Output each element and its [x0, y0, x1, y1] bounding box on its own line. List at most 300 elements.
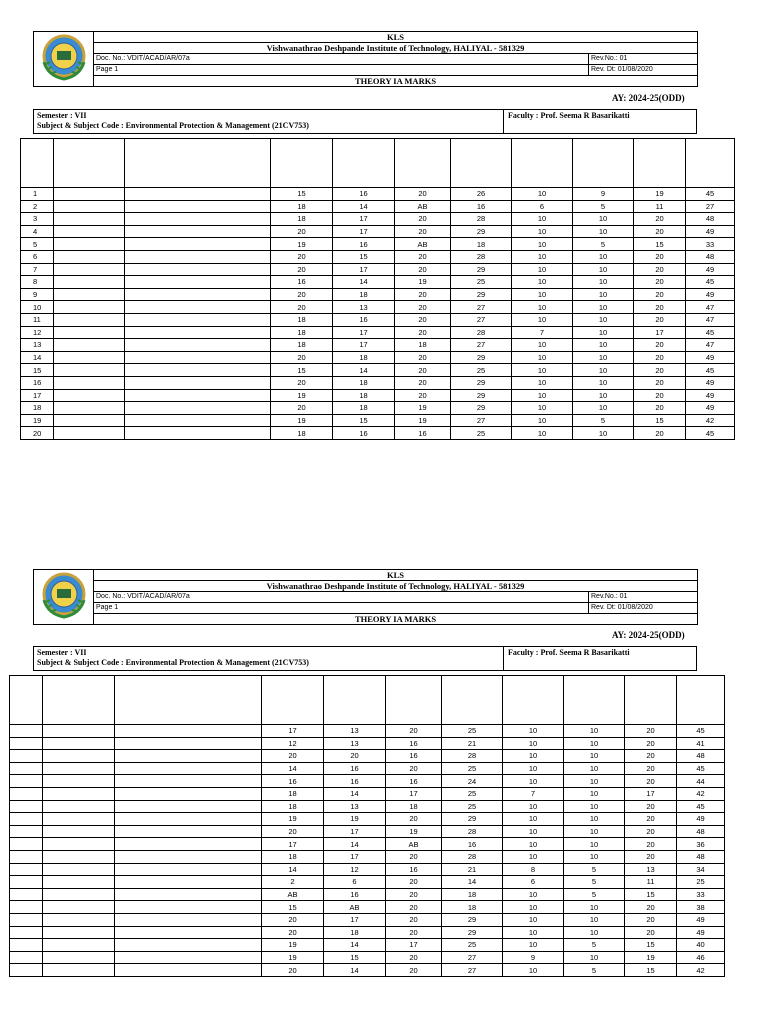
- mark-cell: 20: [634, 339, 686, 352]
- mark-cell: 18: [386, 800, 442, 813]
- institute-name: Vishwanathrao Deshpande Institute of Technology, HALIYAL - 581329: [94, 43, 698, 54]
- mark-cell: 20: [386, 762, 442, 775]
- blank-cell: [115, 838, 262, 851]
- document-header-2: [33, 569, 698, 625]
- mark-cell: 48: [677, 825, 725, 838]
- mark-cell: 27: [686, 200, 735, 213]
- serial-number-cell: [10, 800, 43, 813]
- mark-cell: 45: [686, 326, 735, 339]
- mark-cell: 17: [333, 339, 395, 352]
- mark-cell: 18: [271, 313, 333, 326]
- column-header-cell: [503, 676, 564, 725]
- mark-cell: 49: [686, 389, 735, 402]
- mark-cell: 10: [564, 762, 625, 775]
- table-row: [10, 762, 725, 775]
- mark-cell: 20: [634, 301, 686, 314]
- mark-cell: 14: [333, 276, 395, 289]
- mark-cell: 38: [677, 901, 725, 914]
- mark-cell: 10: [573, 402, 634, 415]
- mark-cell: 10: [512, 351, 573, 364]
- mark-cell: 15: [271, 364, 333, 377]
- mark-cell: 15: [625, 888, 677, 901]
- mark-cell: 10: [512, 238, 573, 251]
- mark-cell: 25: [451, 427, 512, 440]
- mark-cell: 6: [324, 876, 386, 889]
- mark-cell: 20: [625, 838, 677, 851]
- mark-cell: 33: [677, 888, 725, 901]
- table-row: [10, 876, 725, 889]
- mark-cell: 29: [442, 813, 503, 826]
- blank-cell: [115, 926, 262, 939]
- mark-cell: 49: [677, 926, 725, 939]
- mark-cell: 10: [512, 376, 573, 389]
- mark-cell: 20: [395, 364, 451, 377]
- mark-cell: AB: [395, 238, 451, 251]
- mark-cell: 49: [686, 263, 735, 276]
- mark-cell: 10: [573, 376, 634, 389]
- mark-cell: 17: [634, 326, 686, 339]
- mark-cell: 20: [386, 926, 442, 939]
- mark-cell: 24: [442, 775, 503, 788]
- mark-cell: 20: [634, 351, 686, 364]
- serial-number-cell: [10, 939, 43, 952]
- mark-cell: 10: [512, 276, 573, 289]
- serial-number-cell: 6: [21, 250, 54, 263]
- mark-cell: 18: [442, 888, 503, 901]
- mark-cell: 20: [271, 351, 333, 364]
- mark-cell: 20: [634, 225, 686, 238]
- column-header-cell: [324, 676, 386, 725]
- mark-cell: 14: [324, 964, 386, 977]
- mark-cell: 10: [512, 414, 573, 427]
- mark-cell: 10: [512, 188, 573, 201]
- mark-cell: 19: [262, 951, 324, 964]
- mark-cell: 19: [386, 825, 442, 838]
- mark-cell: 20: [395, 188, 451, 201]
- mark-cell: 10: [564, 813, 625, 826]
- mark-cell: 16: [386, 750, 442, 763]
- table-row: [10, 901, 725, 914]
- mark-cell: 10: [503, 825, 564, 838]
- mark-cell: 29: [451, 263, 512, 276]
- rev-number: Rev.No.: 01: [589, 54, 698, 65]
- mark-cell: 10: [564, 800, 625, 813]
- mark-cell: AB: [324, 901, 386, 914]
- mark-cell: 18: [333, 288, 395, 301]
- mark-cell: 20: [395, 313, 451, 326]
- mark-cell: 16: [386, 863, 442, 876]
- serial-number-cell: [10, 813, 43, 826]
- blank-cell: [43, 939, 115, 952]
- serial-number-cell: [10, 901, 43, 914]
- blank-cell: [43, 876, 115, 889]
- mark-cell: 20: [271, 376, 333, 389]
- blank-cell: [115, 964, 262, 977]
- blank-cell: [43, 901, 115, 914]
- mark-cell: 48: [686, 250, 735, 263]
- mark-cell: 16: [442, 838, 503, 851]
- mark-cell: 10: [503, 737, 564, 750]
- mark-cell: 10: [564, 750, 625, 763]
- mark-cell: 20: [395, 351, 451, 364]
- serial-number-cell: [10, 750, 43, 763]
- mark-cell: 18: [271, 326, 333, 339]
- mark-cell: 20: [395, 288, 451, 301]
- mark-cell: 10: [573, 326, 634, 339]
- mark-cell: 15: [634, 414, 686, 427]
- mark-cell: 25: [442, 800, 503, 813]
- subject-box: [33, 646, 697, 671]
- rev-date: Rev. Dt: 01/08/2020: [589, 603, 698, 614]
- blank-cell: [43, 800, 115, 813]
- mark-cell: 20: [625, 762, 677, 775]
- mark-cell: 18: [271, 339, 333, 352]
- mark-cell: 14: [262, 863, 324, 876]
- mark-cell: 20: [395, 376, 451, 389]
- mark-cell: 13: [625, 863, 677, 876]
- semester-label: Semester : VII: [37, 111, 87, 120]
- mark-cell: 5: [573, 238, 634, 251]
- mark-cell: 5: [564, 876, 625, 889]
- mark-cell: 45: [686, 427, 735, 440]
- mark-cell: 10: [512, 313, 573, 326]
- mark-cell: 17: [262, 838, 324, 851]
- mark-cell: 18: [262, 800, 324, 813]
- mark-cell: 14: [324, 939, 386, 952]
- mark-cell: 29: [451, 402, 512, 415]
- blank-cell: [115, 939, 262, 952]
- mark-cell: 25: [442, 939, 503, 952]
- mark-cell: 33: [686, 238, 735, 251]
- mark-cell: 18: [333, 376, 395, 389]
- mark-cell: 10: [512, 288, 573, 301]
- logo-cell: [34, 570, 94, 625]
- mark-cell: 42: [677, 787, 725, 800]
- mark-cell: 10: [512, 339, 573, 352]
- mark-cell: 20: [395, 389, 451, 402]
- mark-cell: 16: [333, 427, 395, 440]
- mark-cell: 21: [442, 863, 503, 876]
- serial-number-cell: [10, 737, 43, 750]
- mark-cell: 17: [386, 939, 442, 952]
- academic-year: AY: 2024-25(ODD): [612, 630, 685, 640]
- mark-cell: 45: [677, 725, 725, 738]
- mark-cell: 2: [262, 876, 324, 889]
- marks-table-2: [9, 675, 725, 977]
- mark-cell: 18: [262, 787, 324, 800]
- mark-cell: 49: [686, 351, 735, 364]
- mark-cell: 10: [503, 800, 564, 813]
- mark-cell: 7: [512, 326, 573, 339]
- subject-label: Subject & Subject Code : Environmental Protection & Management (21CV753): [37, 120, 309, 130]
- mark-cell: 18: [262, 850, 324, 863]
- mark-cell: 12: [262, 737, 324, 750]
- rev-date: Rev. Dt: 01/08/2020: [589, 65, 698, 76]
- mark-cell: 19: [625, 951, 677, 964]
- mark-cell: 29: [451, 351, 512, 364]
- mark-cell: 20: [625, 750, 677, 763]
- mark-cell: 26: [451, 188, 512, 201]
- table-row: [10, 850, 725, 863]
- mark-cell: 49: [686, 402, 735, 415]
- mark-cell: 20: [395, 263, 451, 276]
- mark-cell: 20: [634, 213, 686, 226]
- mark-cell: 10: [503, 939, 564, 952]
- mark-cell: 19: [395, 414, 451, 427]
- mark-cell: 20: [634, 288, 686, 301]
- mark-cell: 18: [451, 238, 512, 251]
- mark-cell: 5: [564, 964, 625, 977]
- page-number: Page 1: [94, 65, 589, 76]
- mark-cell: 20: [625, 813, 677, 826]
- mark-cell: 20: [262, 964, 324, 977]
- mark-cell: 17: [324, 825, 386, 838]
- blank-cell: [115, 762, 262, 775]
- serial-number-cell: 18: [21, 402, 54, 415]
- mark-cell: 20: [395, 225, 451, 238]
- mark-cell: 45: [677, 762, 725, 775]
- table-row: [10, 725, 725, 738]
- mark-cell: 40: [677, 939, 725, 952]
- mark-cell: 18: [324, 926, 386, 939]
- mark-cell: 10: [564, 775, 625, 788]
- mark-cell: 29: [451, 376, 512, 389]
- mark-cell: 25: [451, 276, 512, 289]
- blank-cell: [115, 901, 262, 914]
- serial-number-cell: 8: [21, 276, 54, 289]
- column-header-cell: [262, 676, 324, 725]
- doc-number: Doc. No.: VDIT/ACAD/AR/07a: [94, 592, 589, 603]
- mark-cell: 29: [451, 389, 512, 402]
- table-row: [10, 825, 725, 838]
- blank-cell: [115, 787, 262, 800]
- mark-cell: 10: [503, 775, 564, 788]
- mark-cell: 20: [634, 250, 686, 263]
- serial-number-cell: 20: [21, 427, 54, 440]
- blank-cell: [43, 737, 115, 750]
- mark-cell: 20: [625, 913, 677, 926]
- mark-cell: 20: [625, 926, 677, 939]
- mark-cell: AB: [395, 200, 451, 213]
- semester-label: Semester : VII: [37, 648, 87, 657]
- mark-cell: 29: [451, 225, 512, 238]
- mark-cell: 10: [503, 750, 564, 763]
- document-title: THEORY IA MARKS: [94, 76, 698, 87]
- mark-cell: 17: [333, 213, 395, 226]
- mark-cell: 13: [324, 725, 386, 738]
- blank-cell: [43, 888, 115, 901]
- serial-number-cell: 12: [21, 326, 54, 339]
- serial-number-cell: 17: [21, 389, 54, 402]
- mark-cell: 10: [564, 951, 625, 964]
- mark-cell: 20: [386, 725, 442, 738]
- mark-cell: 49: [677, 813, 725, 826]
- org-name: KLS: [94, 570, 698, 581]
- mark-cell: AB: [262, 888, 324, 901]
- column-header-cell: [43, 676, 115, 725]
- mark-cell: 10: [573, 288, 634, 301]
- mark-cell: 8: [503, 863, 564, 876]
- blank-cell: [43, 813, 115, 826]
- mark-cell: 13: [324, 737, 386, 750]
- mark-cell: 20: [634, 402, 686, 415]
- institute-name: Vishwanathrao Deshpande Institute of Technology, HALIYAL - 581329: [94, 581, 698, 592]
- mark-cell: 20: [634, 364, 686, 377]
- serial-number-cell: 13: [21, 339, 54, 352]
- mark-cell: 20: [625, 850, 677, 863]
- serial-number-cell: [10, 888, 43, 901]
- mark-cell: 15: [634, 238, 686, 251]
- mark-cell: 13: [324, 800, 386, 813]
- mark-cell: 5: [564, 939, 625, 952]
- mark-cell: AB: [386, 838, 442, 851]
- mark-cell: 17: [625, 787, 677, 800]
- mark-cell: 20: [262, 750, 324, 763]
- mark-cell: 19: [271, 389, 333, 402]
- mark-cell: 20: [625, 825, 677, 838]
- blank-cell: [115, 737, 262, 750]
- mark-cell: 10: [564, 787, 625, 800]
- mark-cell: 20: [386, 850, 442, 863]
- mark-cell: 28: [451, 326, 512, 339]
- mark-cell: 17: [262, 725, 324, 738]
- mark-cell: 28: [442, 750, 503, 763]
- mark-cell: 5: [573, 200, 634, 213]
- mark-cell: 20: [634, 276, 686, 289]
- mark-cell: 12: [324, 863, 386, 876]
- mark-cell: 10: [564, 825, 625, 838]
- serial-number-cell: [10, 850, 43, 863]
- mark-cell: 45: [677, 800, 725, 813]
- org-name: KLS: [94, 32, 698, 43]
- mark-cell: 20: [625, 775, 677, 788]
- mark-cell: 16: [333, 313, 395, 326]
- mark-cell: 29: [442, 926, 503, 939]
- mark-cell: 28: [442, 850, 503, 863]
- mark-cell: 11: [634, 200, 686, 213]
- mark-cell: 21: [442, 737, 503, 750]
- mark-cell: 19: [324, 813, 386, 826]
- mark-cell: 20: [634, 427, 686, 440]
- institute-logo: [38, 570, 90, 620]
- mark-cell: 20: [324, 750, 386, 763]
- mark-cell: 10: [564, 850, 625, 863]
- mark-cell: 28: [442, 825, 503, 838]
- mark-cell: 10: [573, 263, 634, 276]
- mark-cell: 14: [333, 364, 395, 377]
- mark-cell: 28: [451, 213, 512, 226]
- mark-cell: 17: [324, 913, 386, 926]
- serial-number-cell: 3: [21, 213, 54, 226]
- mark-cell: 18: [395, 339, 451, 352]
- mark-cell: 16: [451, 200, 512, 213]
- mark-cell: 36: [677, 838, 725, 851]
- mark-cell: 10: [503, 838, 564, 851]
- table-row: [10, 838, 725, 851]
- mark-cell: 10: [512, 263, 573, 276]
- mark-cell: 10: [512, 389, 573, 402]
- serial-number-cell: 5: [21, 238, 54, 251]
- serial-number-cell: 11: [21, 313, 54, 326]
- mark-cell: 16: [271, 276, 333, 289]
- mark-cell: 5: [564, 863, 625, 876]
- mark-cell: 15: [333, 250, 395, 263]
- mark-cell: 45: [686, 364, 735, 377]
- mark-cell: 20: [386, 913, 442, 926]
- mark-cell: 10: [503, 926, 564, 939]
- mark-cell: 10: [573, 339, 634, 352]
- mark-cell: 20: [271, 250, 333, 263]
- blank-cell: [43, 913, 115, 926]
- mark-cell: 34: [677, 863, 725, 876]
- mark-cell: 16: [333, 238, 395, 251]
- serial-number-cell: [10, 787, 43, 800]
- mark-cell: 27: [451, 339, 512, 352]
- blank-cell: [43, 787, 115, 800]
- table-row: [10, 800, 725, 813]
- mark-cell: 20: [634, 313, 686, 326]
- mark-cell: 48: [677, 750, 725, 763]
- mark-cell: 19: [634, 188, 686, 201]
- serial-number-cell: [10, 762, 43, 775]
- mark-cell: 10: [503, 901, 564, 914]
- table-row: [10, 737, 725, 750]
- mark-cell: 19: [262, 813, 324, 826]
- mark-cell: 17: [333, 263, 395, 276]
- mark-cell: 20: [271, 225, 333, 238]
- mark-cell: 47: [686, 313, 735, 326]
- page-number: Page 1: [94, 603, 589, 614]
- mark-cell: 20: [634, 263, 686, 276]
- mark-cell: 15: [262, 901, 324, 914]
- mark-cell: 45: [686, 188, 735, 201]
- blank-cell: [43, 951, 115, 964]
- mark-cell: 18: [333, 402, 395, 415]
- mark-cell: 20: [271, 263, 333, 276]
- mark-cell: 20: [271, 301, 333, 314]
- mark-cell: 20: [271, 402, 333, 415]
- mark-cell: 14: [262, 762, 324, 775]
- mark-cell: 27: [451, 414, 512, 427]
- mark-cell: 47: [686, 339, 735, 352]
- mark-cell: 42: [686, 414, 735, 427]
- column-header-cell: [564, 676, 625, 725]
- mark-cell: 25: [442, 787, 503, 800]
- mark-cell: 15: [625, 964, 677, 977]
- mark-cell: 10: [573, 250, 634, 263]
- mark-cell: 5: [564, 888, 625, 901]
- mark-cell: 10: [564, 926, 625, 939]
- mark-cell: 20: [395, 250, 451, 263]
- mark-cell: 13: [333, 301, 395, 314]
- mark-cell: 10: [512, 213, 573, 226]
- table-row: [10, 775, 725, 788]
- mark-cell: 10: [512, 250, 573, 263]
- mark-cell: 18: [333, 389, 395, 402]
- mark-cell: 19: [395, 402, 451, 415]
- blank-cell: [115, 863, 262, 876]
- mark-cell: 44: [677, 775, 725, 788]
- mark-cell: 15: [324, 951, 386, 964]
- mark-cell: 10: [573, 389, 634, 402]
- mark-cell: 20: [395, 326, 451, 339]
- mark-cell: 17: [386, 787, 442, 800]
- mark-cell: 19: [395, 276, 451, 289]
- mark-cell: 48: [677, 850, 725, 863]
- mark-cell: 20: [634, 376, 686, 389]
- table-row: [10, 863, 725, 876]
- mark-cell: 6: [503, 876, 564, 889]
